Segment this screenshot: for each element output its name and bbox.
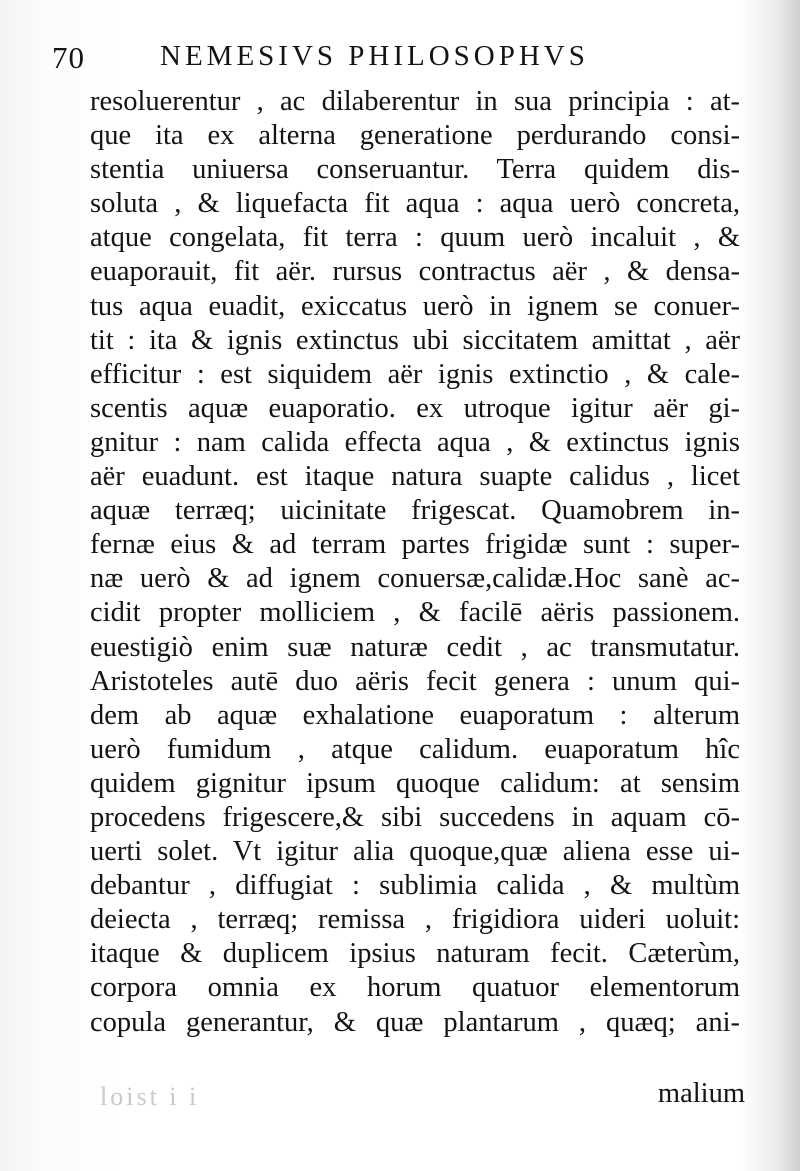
text-line: gnitur : nam calida effecta aqua , & extinctus ignis (90, 426, 740, 458)
text-line: stentia uniuersa conseruantur. Terra quidem dis- (90, 154, 740, 186)
body-text (90, 85, 740, 1040)
show-through-signature: loist i i (100, 1082, 200, 1111)
text-line: euestigiò enim suæ naturæ cedit , ac transmutatur. (90, 631, 740, 663)
page-footer (90, 1078, 745, 1118)
text-line: atque congelata, fit terra : quum uerò incaluit , & (90, 222, 740, 254)
page-number: 70 (52, 40, 85, 75)
text-line: næ uerò & ad ignem conuersæ,calidæ.Hoc sanè ac- (90, 563, 740, 595)
text-line: deiecta , terræq; remissa , frigidiora uideri uoluit: (90, 904, 740, 936)
text-line: scentis aquæ euaporatio. ex utroque igitur aër gi- (90, 392, 740, 424)
text-line: que ita ex alterna generatione perdurando consi- (90, 120, 740, 152)
text-line: fernæ eius & ad terram partes frigidæ sunt : super- (90, 529, 740, 561)
text-line: tit : ita & ignis extinctus ubi siccitatem amittat , aër (90, 324, 740, 356)
text-line: corpora omnia ex horum quatuor elementorum (90, 972, 740, 1004)
text-line: copula generantur, & quæ plantarum , quæq; ani- (90, 1006, 740, 1038)
text-line: resoluerentur , ac dilaberentur in sua principia : at- (90, 86, 740, 117)
page-header (52, 38, 692, 78)
text-line: uerò fumidum , atque calidum. euaporatum hîc (90, 733, 740, 765)
text-line: debantur , diffugiat : sublimia calida , & multùm (90, 870, 740, 902)
text-line: uerti solet. Vt igitur alia quoque,quæ aliena esse ui- (90, 836, 740, 868)
text-line: aër euadunt. est itaque natura suapte calidus , licet (90, 461, 740, 493)
running-head: NEMESIVS PHILOSOPHVS (160, 40, 589, 72)
catchword: malium (657, 1078, 745, 1109)
text-line: dem ab aquæ exhalatione euaporatum : alterum (90, 699, 740, 731)
text-line: euaporauit, fit aër. rursus contractus aër , & densa- (90, 256, 740, 288)
text-line: tus aqua euadit, exiccatus uerò in ignem se conuer- (90, 290, 740, 322)
text-line: aquæ terræq; uicinitate frigescat. Quamobrem in- (90, 495, 740, 527)
text-line: Aristoteles autē duo aëris fecit genera : unum qui- (90, 665, 740, 697)
text-line: efficitur : est siquidem aër ignis extinctio , & cale- (90, 358, 740, 390)
text-line: quidem gignitur ipsum quoque calidum: at sensim (90, 767, 740, 799)
text-line: soluta , & liquefacta fit aqua : aqua uerò concreta, (90, 188, 740, 220)
text-line: itaque & duplicem ipsius naturam fecit. Cæterùm, (90, 938, 740, 970)
text-line: cidit propter molliciem , & facilē aëris passionem. (90, 597, 740, 629)
text-line: procedens frigescere,& sibi succedens in aquam cō- (90, 801, 740, 833)
